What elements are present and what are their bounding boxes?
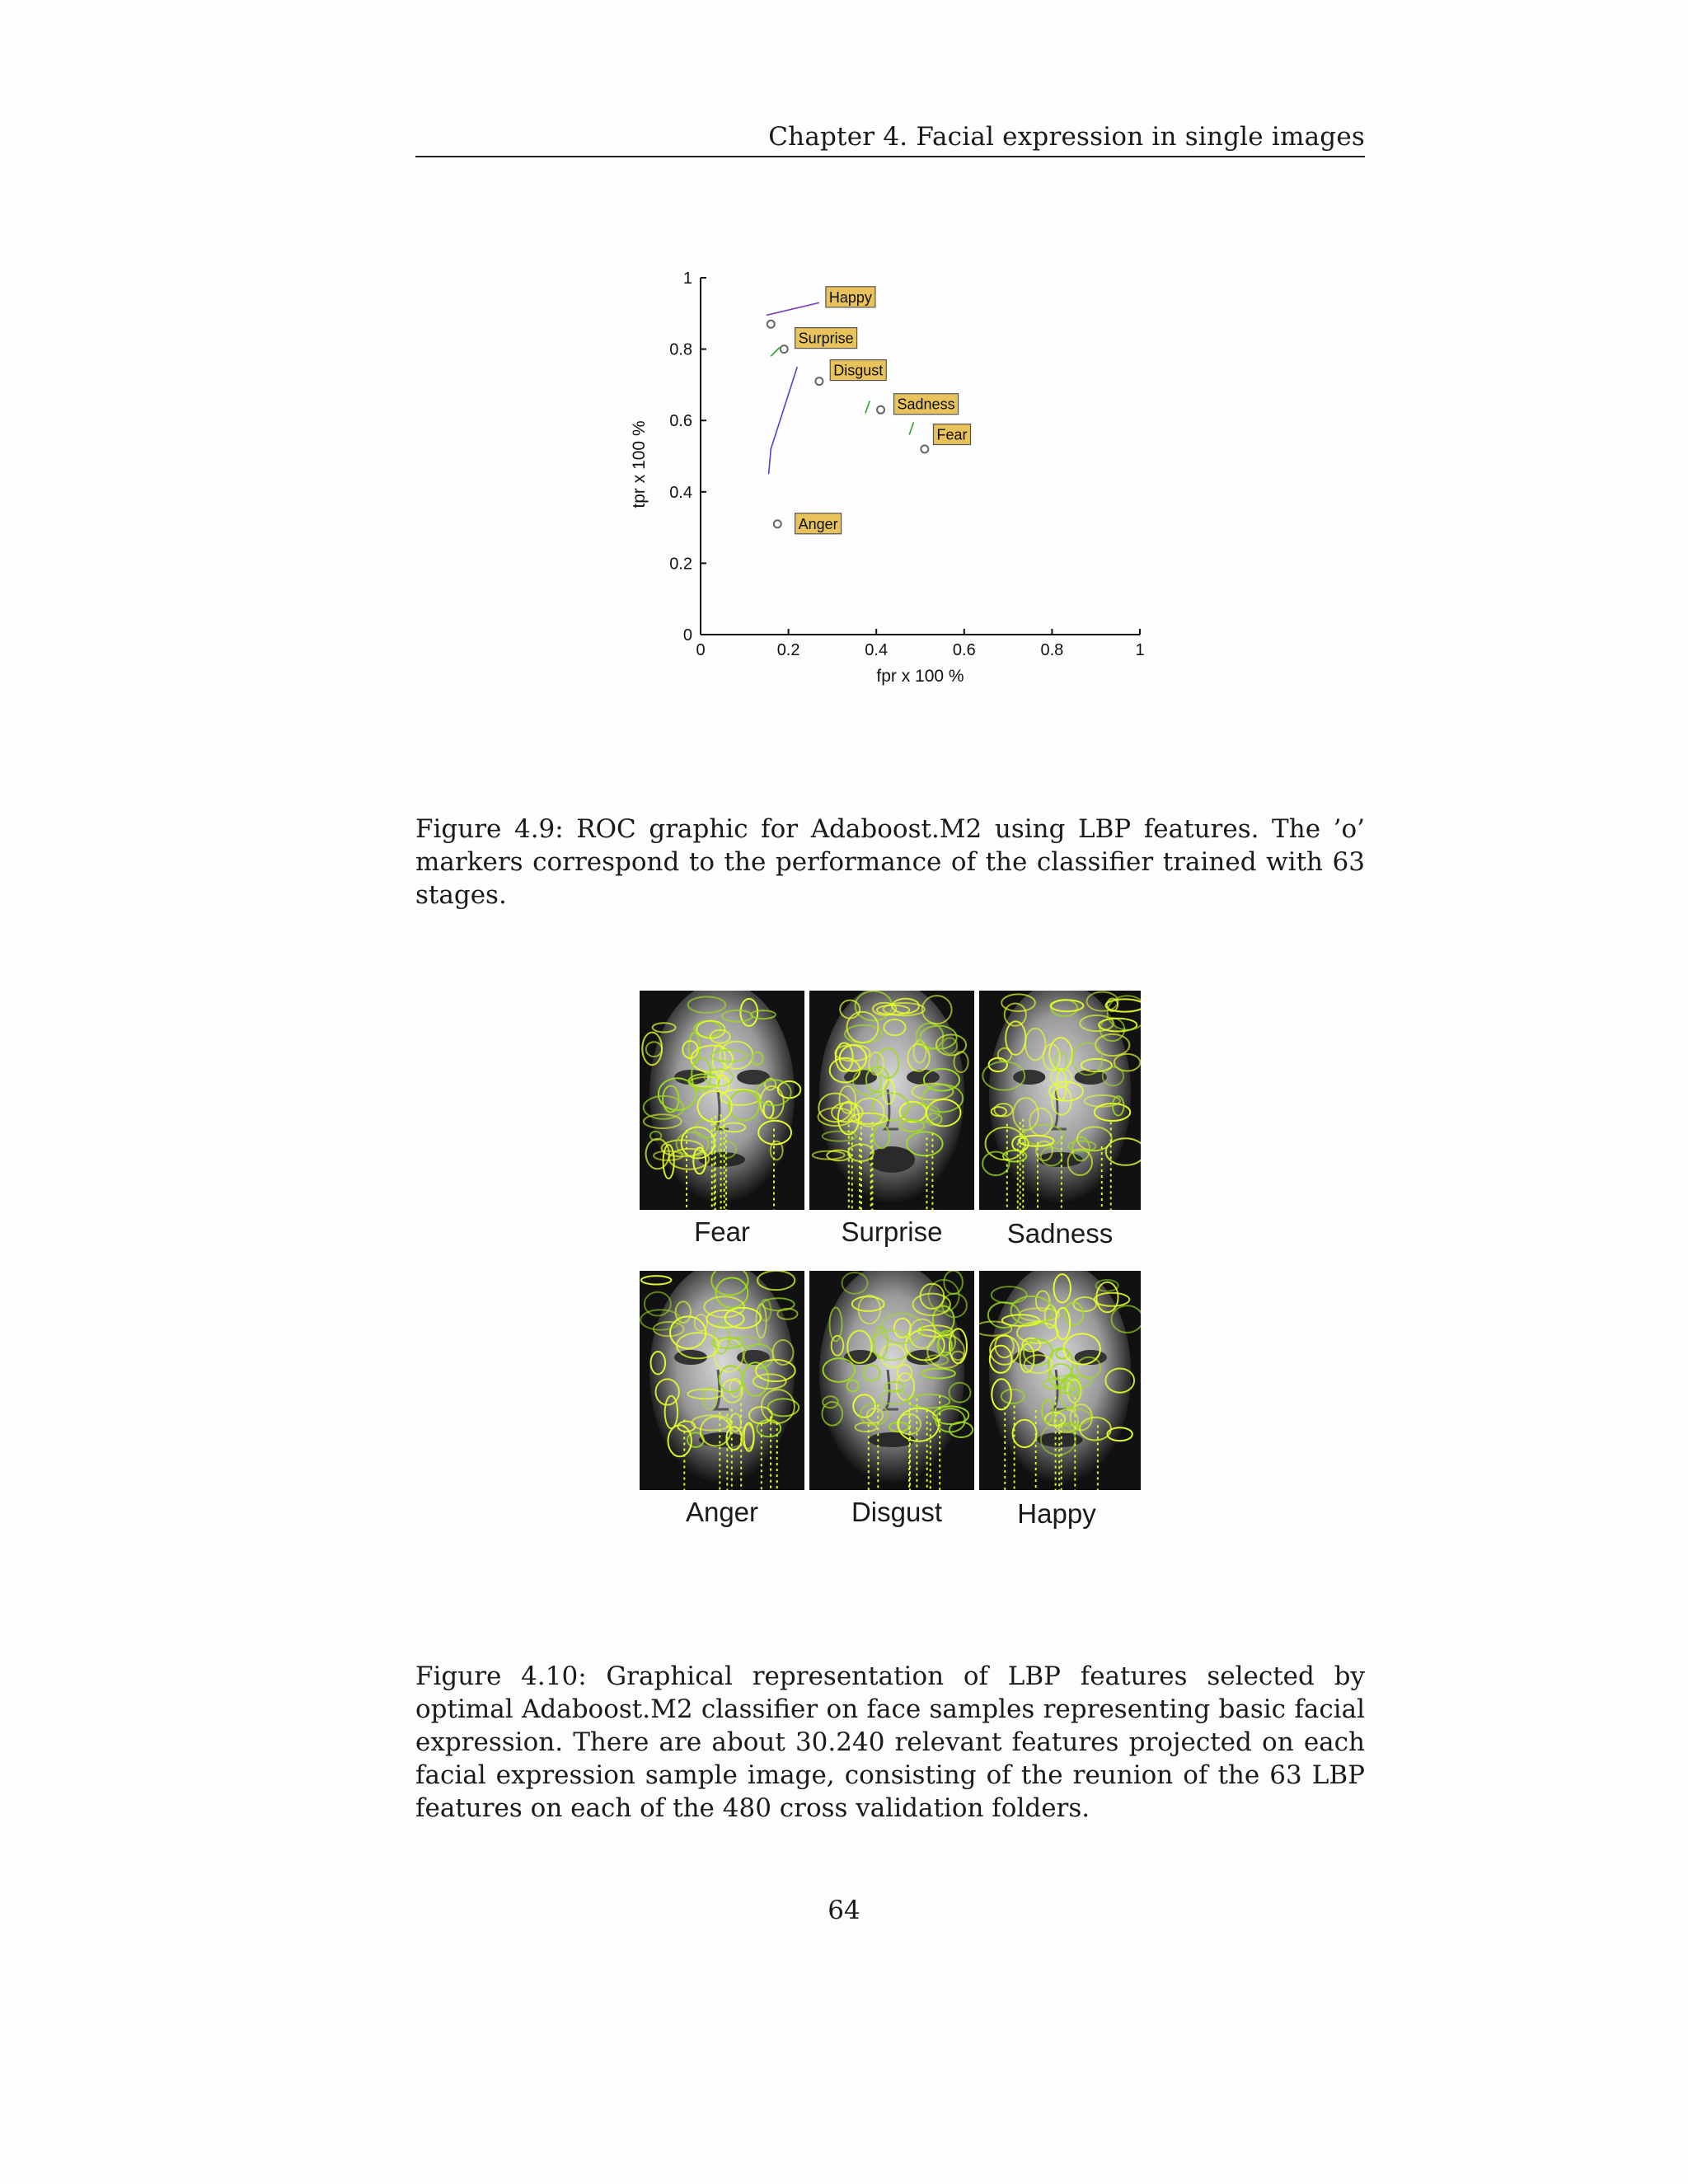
y-tick-label: 0.6	[669, 412, 692, 431]
y-tick-label: 0.2	[669, 555, 692, 574]
y-tick-label: 0.8	[669, 340, 692, 359]
face-feature-grid	[640, 991, 1142, 1551]
running-header: Chapter 4. Facial expression in single images	[768, 122, 1365, 152]
roc-label-text: Anger	[798, 515, 838, 532]
x-tick-label: 1	[1135, 641, 1145, 659]
face-image	[640, 1271, 804, 1490]
roc-chart	[610, 255, 1170, 709]
roc-label-text: Sadness	[897, 396, 955, 413]
y-tick-label: 0	[682, 626, 692, 644]
y-axis-label: tpr x 100 %	[630, 420, 649, 509]
face-label-happy: Happy	[1017, 1498, 1096, 1529]
roc-marker-surprise	[781, 345, 788, 353]
face-label-surprise: Surprise	[841, 1216, 943, 1247]
face-image	[809, 991, 974, 1210]
face-image	[979, 991, 1141, 1210]
roc-label-text: Surprise	[798, 330, 854, 347]
x-tick-label: 0.2	[776, 641, 800, 659]
page-number: 64	[828, 1896, 860, 1925]
x-tick-label: 0	[696, 641, 706, 659]
face-label-fear: Fear	[694, 1216, 750, 1247]
figure-4-9-caption: Figure 4.9: ROC graphic for Adaboost.M2 using LBP features. The ’o’ markers correspond to the performance of the classifier trained with 63 stages.	[415, 814, 1365, 910]
roc-label-sadness	[894, 394, 959, 415]
header-rule	[415, 156, 1365, 157]
roc-label-anger	[795, 513, 842, 534]
roc-marker-anger	[774, 520, 781, 527]
roc-label-disgust	[830, 360, 886, 381]
face-image	[809, 1271, 974, 1490]
x-tick-label: 0.4	[865, 641, 889, 659]
x-axis-label: fpr x 100 %	[876, 667, 964, 686]
roc-curve-sadness	[865, 401, 870, 413]
face-image	[640, 991, 804, 1210]
y-tick-label: 1	[682, 269, 692, 288]
roc-curve-surprise	[771, 347, 780, 356]
roc-curve-happy	[767, 302, 819, 315]
roc-label-surprise	[795, 328, 857, 349]
roc-label-text: Happy	[828, 288, 872, 306]
roc-marker-disgust	[815, 377, 823, 385]
roc-label-text: Fear	[936, 426, 968, 443]
roc-label-text: Disgust	[833, 362, 884, 379]
roc-curve-disgust	[769, 367, 798, 474]
roc-marker-fear	[921, 445, 928, 452]
face-label-anger: Anger	[685, 1497, 759, 1527]
roc-marker-sadness	[877, 406, 884, 414]
roc-label-fear	[933, 424, 970, 445]
roc-curve-fear	[909, 422, 913, 434]
roc-marker-happy	[767, 321, 775, 328]
face-label-sadness: Sadness	[1006, 1218, 1114, 1249]
figure-4-10-caption: Figure 4.10: Graphical representation of LBP features selected by optimal Adaboost.M2 classifier on face samples representing basic facial expression. There are about 30.240 relevant features projected on each facial expression sample image, consisting of the reunion of the 63 LBP features on each of the 480 cross validation folders.	[415, 1661, 1365, 1823]
roc-label-happy	[826, 287, 875, 307]
x-tick-label: 0.6	[952, 641, 976, 659]
face-label-disgust: Disgust	[851, 1497, 943, 1527]
face-image	[979, 1271, 1141, 1490]
y-tick-label: 0.4	[669, 483, 692, 502]
x-tick-label: 0.8	[1040, 641, 1064, 659]
